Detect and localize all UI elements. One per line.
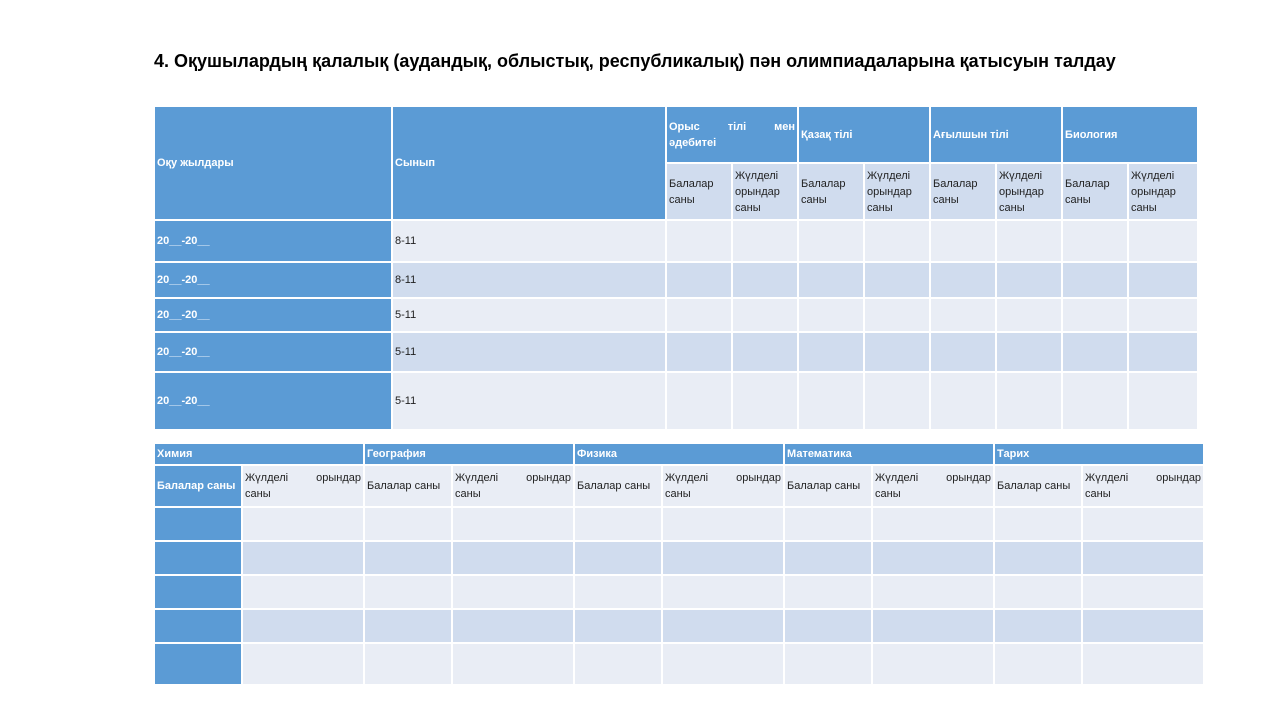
value-cell[interactable] xyxy=(784,507,872,541)
value-cell[interactable] xyxy=(242,507,364,541)
value-cell[interactable] xyxy=(996,332,1062,372)
subheader-places: Жүлделі орындар саны xyxy=(996,163,1062,220)
value-cell[interactable] xyxy=(994,609,1082,643)
value-cell[interactable] xyxy=(662,575,784,609)
class-cell: 8-11 xyxy=(392,262,666,298)
header-subject: Тарих xyxy=(994,443,1204,465)
value-cell[interactable] xyxy=(872,575,994,609)
header-subject: География xyxy=(364,443,574,465)
row-header-cell xyxy=(154,643,242,685)
row-header-cell xyxy=(154,541,242,575)
class-cell: 8-11 xyxy=(392,220,666,262)
value-cell[interactable] xyxy=(798,262,864,298)
table-row xyxy=(154,220,1198,262)
value-cell[interactable] xyxy=(574,575,662,609)
value-cell[interactable] xyxy=(1128,298,1198,332)
header-subject: Химия xyxy=(154,443,364,465)
value-cell[interactable] xyxy=(1082,575,1204,609)
value-cell[interactable] xyxy=(1128,262,1198,298)
subheader-count: Балалар саны xyxy=(154,465,242,507)
subheader-count: Балалар саны xyxy=(364,465,452,507)
value-cell[interactable] xyxy=(364,541,452,575)
page-title: 4. Оқушылардың қалалық (аудандық, облыстық, республикалық) пән олимпиадаларына қатысуын талдау xyxy=(154,51,1116,71)
value-cell[interactable] xyxy=(784,609,872,643)
value-cell[interactable] xyxy=(1128,220,1198,262)
value-cell[interactable] xyxy=(872,507,994,541)
value-cell[interactable] xyxy=(574,541,662,575)
subheader-places: Жүлделі орындар саны xyxy=(662,465,784,507)
value-cell[interactable] xyxy=(1062,298,1128,332)
table-row xyxy=(154,372,1198,430)
value-cell[interactable] xyxy=(732,220,798,262)
year-cell: 20__-20__ xyxy=(154,372,392,430)
value-cell[interactable] xyxy=(662,643,784,685)
value-cell[interactable] xyxy=(930,372,996,430)
header-subject-biology: Биология xyxy=(1062,106,1198,163)
value-cell[interactable] xyxy=(930,262,996,298)
subheader-count: Балалар саны xyxy=(930,163,996,220)
table-row xyxy=(154,643,1204,685)
value-cell[interactable] xyxy=(996,372,1062,430)
value-cell[interactable] xyxy=(1082,541,1204,575)
header-subject-russian: Орыс тілі мен әдебитеі xyxy=(666,106,798,163)
value-cell[interactable] xyxy=(1062,372,1128,430)
value-cell[interactable] xyxy=(996,220,1062,262)
table-row xyxy=(154,262,1198,298)
value-cell[interactable] xyxy=(1082,643,1204,685)
subheader-places: Жүлделі орындар саны xyxy=(864,163,930,220)
value-cell[interactable] xyxy=(732,262,798,298)
value-cell[interactable] xyxy=(994,575,1082,609)
value-cell[interactable] xyxy=(242,609,364,643)
value-cell[interactable] xyxy=(452,541,574,575)
subheader-places: Жүлделі орындар саны xyxy=(732,163,798,220)
value-cell[interactable] xyxy=(666,332,732,372)
value-cell[interactable] xyxy=(994,507,1082,541)
value-cell[interactable] xyxy=(930,332,996,372)
value-cell[interactable] xyxy=(994,541,1082,575)
value-cell[interactable] xyxy=(798,220,864,262)
olympiad-table-1 xyxy=(153,105,1199,431)
value-cell[interactable] xyxy=(798,372,864,430)
value-cell[interactable] xyxy=(1062,262,1128,298)
value-cell[interactable] xyxy=(662,541,784,575)
value-cell[interactable] xyxy=(864,372,930,430)
year-cell: 20__-20__ xyxy=(154,262,392,298)
value-cell[interactable] xyxy=(1082,609,1204,643)
header-subject: Физика xyxy=(574,443,784,465)
subheader-places: Жүлделі орындар саны xyxy=(872,465,994,507)
value-cell[interactable] xyxy=(666,220,732,262)
value-cell[interactable] xyxy=(242,541,364,575)
value-cell[interactable] xyxy=(574,609,662,643)
value-cell[interactable] xyxy=(1062,220,1128,262)
value-cell[interactable] xyxy=(574,507,662,541)
olympiad-table-2 xyxy=(153,442,1205,686)
value-cell[interactable] xyxy=(784,541,872,575)
value-cell[interactable] xyxy=(996,262,1062,298)
value-cell[interactable] xyxy=(242,575,364,609)
value-cell[interactable] xyxy=(452,507,574,541)
value-cell[interactable] xyxy=(798,298,864,332)
class-cell: 5-11 xyxy=(392,372,666,430)
subheader-places: Жүлделі орындар саны xyxy=(242,465,364,507)
value-cell[interactable] xyxy=(784,575,872,609)
value-cell[interactable] xyxy=(864,262,930,298)
class-cell: 5-11 xyxy=(392,298,666,332)
value-cell[interactable] xyxy=(864,220,930,262)
value-cell[interactable] xyxy=(994,643,1082,685)
value-cell[interactable] xyxy=(732,298,798,332)
table-row xyxy=(154,541,1204,575)
value-cell[interactable] xyxy=(732,372,798,430)
year-cell: 20__-20__ xyxy=(154,220,392,262)
subheader-count: Балалар саны xyxy=(574,465,662,507)
value-cell[interactable] xyxy=(784,643,872,685)
year-cell: 20__-20__ xyxy=(154,332,392,372)
table-row xyxy=(154,332,1198,372)
value-cell[interactable] xyxy=(666,372,732,430)
year-cell: 20__-20__ xyxy=(154,298,392,332)
header-subject: Математика xyxy=(784,443,994,465)
value-cell[interactable] xyxy=(662,507,784,541)
value-cell[interactable] xyxy=(798,332,864,372)
subheader-count: Балалар саны xyxy=(784,465,872,507)
value-cell[interactable] xyxy=(364,575,452,609)
value-cell[interactable] xyxy=(666,262,732,298)
value-cell[interactable] xyxy=(1062,332,1128,372)
value-cell[interactable] xyxy=(732,332,798,372)
table-row xyxy=(154,298,1198,332)
value-cell[interactable] xyxy=(662,609,784,643)
subheader-places: Жүлделі орындар саны xyxy=(1128,163,1198,220)
header-class: Сынып xyxy=(392,106,666,220)
header-subject-kazakh: Қазақ тілі xyxy=(798,106,930,163)
subheader-count: Балалар саны xyxy=(798,163,864,220)
value-cell[interactable] xyxy=(872,609,994,643)
value-cell[interactable] xyxy=(666,298,732,332)
value-cell[interactable] xyxy=(452,643,574,685)
value-cell[interactable] xyxy=(364,643,452,685)
class-cell: 5-11 xyxy=(392,332,666,372)
table-row xyxy=(154,507,1204,541)
value-cell[interactable] xyxy=(1082,507,1204,541)
subheader-places: Жүлделі орындар саны xyxy=(452,465,574,507)
subheader-count: Балалар саны xyxy=(1062,163,1128,220)
value-cell[interactable] xyxy=(864,332,930,372)
row-header-cell xyxy=(154,609,242,643)
value-cell[interactable] xyxy=(574,643,662,685)
subheader-count: Балалар саны xyxy=(666,163,732,220)
value-cell[interactable] xyxy=(1128,332,1198,372)
value-cell[interactable] xyxy=(1128,372,1198,430)
value-cell[interactable] xyxy=(452,609,574,643)
value-cell[interactable] xyxy=(242,643,364,685)
value-cell[interactable] xyxy=(872,643,994,685)
value-cell[interactable] xyxy=(864,298,930,332)
header-years: Оқу жылдары xyxy=(154,106,392,220)
row-header-cell xyxy=(154,575,242,609)
table-row xyxy=(154,609,1204,643)
subheader-places: Жүлделі орындар саны xyxy=(1082,465,1204,507)
value-cell[interactable] xyxy=(872,541,994,575)
value-cell[interactable] xyxy=(996,298,1062,332)
value-cell[interactable] xyxy=(364,507,452,541)
header-subject-english: Ағылшын тілі xyxy=(930,106,1062,163)
value-cell[interactable] xyxy=(364,609,452,643)
value-cell[interactable] xyxy=(930,298,996,332)
value-cell[interactable] xyxy=(452,575,574,609)
subheader-count: Балалар саны xyxy=(994,465,1082,507)
table-row xyxy=(154,575,1204,609)
row-header-cell xyxy=(154,507,242,541)
value-cell[interactable] xyxy=(930,220,996,262)
